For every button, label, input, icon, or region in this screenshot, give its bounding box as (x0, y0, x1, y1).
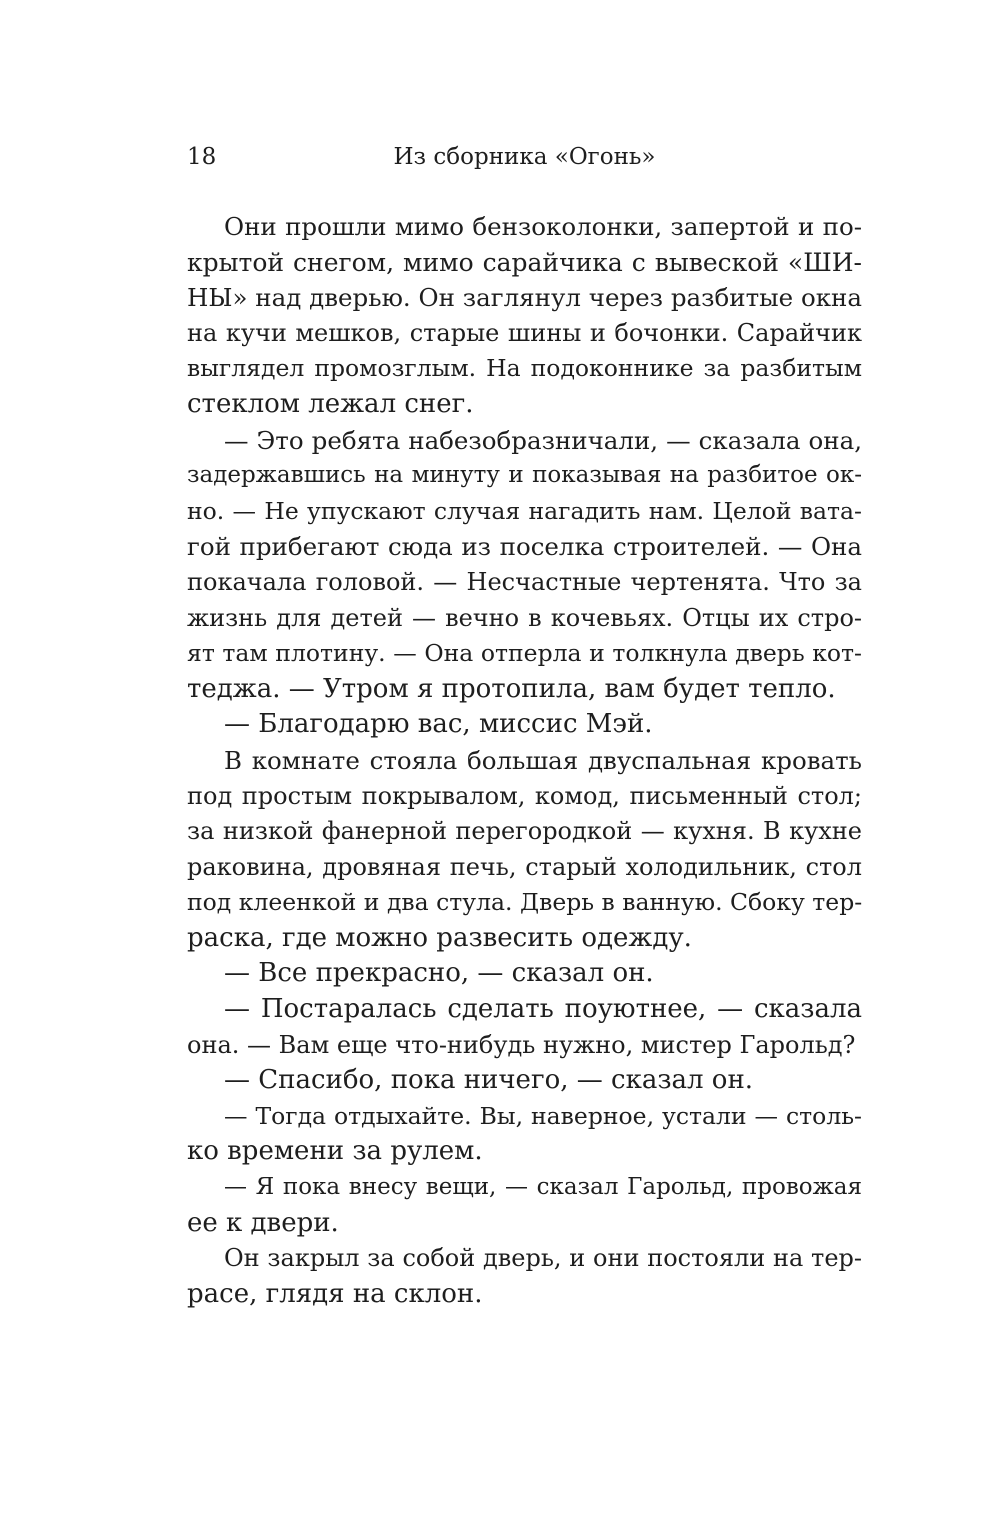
text-line: — Благодарю вас, миссис Мэй. (224, 709, 653, 740)
text-line: выглядел промозглым. На подоконнике за разбитым (187, 354, 862, 383)
text-line: стеклом лежал снег. (187, 388, 474, 419)
text-line: за низкой фанерной перегородкой — кухня. В кухне (187, 817, 862, 846)
text-line: под простым покрывалом, комод, письменный стол; (187, 781, 862, 810)
text-line: крытой снегом, мимо сарайчика с вывеской «ШИ- (187, 247, 862, 277)
text-line: — Я пока внесу вещи, — сказал Гарольд, провожая (224, 1174, 862, 1201)
text-line: на кучи мешков, старые шины и бочонки. Сарайчик (187, 318, 862, 347)
text-line: под клеенкой и два стула. Дверь в ванную. Сбоку тер- (187, 888, 863, 917)
text-line: Он закрыл за собой дверь, и они постояли на тер- (224, 1244, 862, 1273)
text-line: но. — Не упускают случая нагадить нам. Целой вата- (187, 496, 862, 525)
text-line: — Спасибо, пока ничего, — сказал он. (224, 1065, 754, 1096)
text-line: она. — Вам еще что-нибудь нужно, мистер Гарольд? (187, 1030, 856, 1059)
text-line: НЫ» над дверью. Он заглянул через разбитые окна (187, 283, 862, 313)
text-line: задержавшись на минуту и показывая на разбитое ок- (187, 462, 862, 489)
running-title: Из сборника «Огонь» (393, 144, 656, 170)
text-line: — Постаралась сделать поуютнее, — сказала (224, 994, 862, 1025)
text-line: теджа. — Утром я протопила, вам будет тепло. (187, 673, 836, 704)
text-line: — Это ребята набезобразничали, — сказала она, (224, 425, 862, 455)
text-line: раковина, дровяная печь, старый холодильник, стол (187, 852, 862, 881)
text-line: ее к двери. (187, 1207, 339, 1238)
text-line: — Тогда отдыхайте. Вы, наверное, устали — столь- (224, 1101, 862, 1130)
text-line: гой прибегают сюда из поселка строителей. — Она (187, 532, 862, 562)
text-line: жизнь для детей — вечно в кочевьях. Отцы их стро- (187, 603, 862, 632)
page-number: 18 (187, 144, 217, 170)
text-line: — Все прекрасно, — сказал он. (224, 958, 654, 989)
text-line: ят там плотину. — Она отперла и толкнула дверь кот- (187, 639, 862, 668)
body-text (187, 209, 862, 1312)
text-line: раска, где можно развесить одежду. (187, 922, 692, 953)
text-line: В комнате стояла большая двуспальная кровать (224, 745, 862, 775)
text-line: Они прошли мимо бензоколонки, запертой и по- (224, 212, 862, 241)
running-head (187, 139, 862, 175)
text-line: расе, глядя на склон. (187, 1278, 483, 1309)
text-line: ко времени за рулем. (187, 1136, 483, 1167)
text-line: покачала головой. — Несчастные чертенята. Что за (187, 567, 862, 596)
